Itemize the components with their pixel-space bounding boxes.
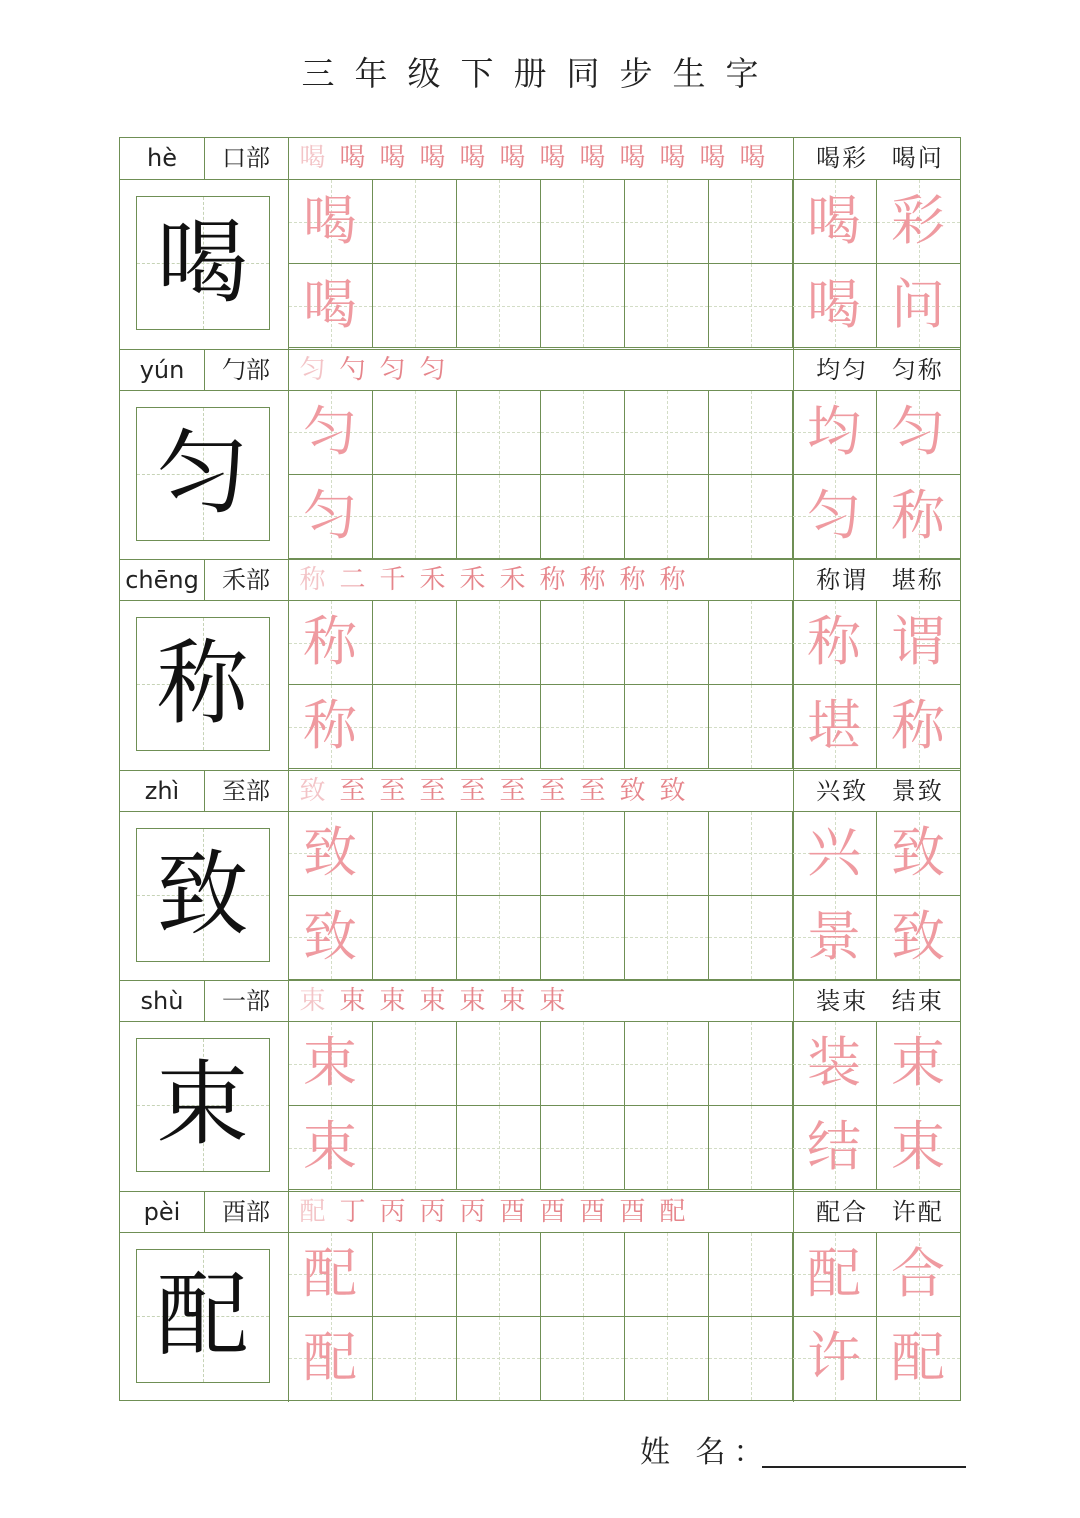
row-body: [120, 1233, 960, 1402]
stroke-step: 匀: [299, 354, 329, 385]
practice-cell[interactable]: [457, 1317, 541, 1401]
word-trace-char: 束: [891, 1115, 945, 1178]
row-body: [120, 180, 960, 349]
trace-char: 致: [303, 904, 357, 968]
model-char-box: [136, 617, 270, 751]
word-cell[interactable]: [793, 180, 877, 264]
stroke-step: 束: [539, 986, 569, 1016]
stroke-step: 束: [419, 986, 449, 1016]
practice-cell[interactable]: [457, 1106, 541, 1190]
practice-cell[interactable]: [289, 1106, 373, 1190]
word-cell[interactable]: [793, 685, 877, 769]
practice-cell[interactable]: [541, 1233, 625, 1317]
practice-cell[interactable]: [289, 1233, 373, 1317]
word-trace-char: 堪: [807, 694, 861, 757]
example-words: 喝彩 喝问: [816, 144, 944, 172]
practice-cell[interactable]: [709, 601, 793, 685]
name-label: 姓 名：: [640, 1435, 772, 1470]
stroke-step: 束: [499, 986, 529, 1016]
stroke-step: 喝: [339, 143, 369, 173]
practice-cell[interactable]: [373, 1106, 457, 1190]
stroke-step: 丙: [379, 1196, 409, 1227]
practice-cell[interactable]: [541, 264, 625, 348]
practice-cell[interactable]: [457, 1022, 541, 1106]
word-trace-char: 问: [891, 273, 945, 336]
word-trace-char: 喝: [807, 273, 861, 336]
practice-cell[interactable]: [457, 391, 541, 475]
word-trace-char: 彩: [891, 189, 945, 252]
word-trace-char: 景: [807, 904, 861, 968]
word-cell[interactable]: [793, 896, 877, 980]
practice-cell[interactable]: [709, 391, 793, 475]
row-header: [120, 559, 960, 601]
model-char-box: [136, 196, 270, 330]
practice-cell[interactable]: [289, 391, 373, 475]
stroke-order: [296, 352, 792, 390]
stroke-step: 至: [339, 775, 369, 806]
stroke-step: 丁: [339, 1196, 369, 1227]
example-words: 配合 许配: [816, 1197, 944, 1226]
practice-cell[interactable]: [289, 601, 373, 685]
pinyin-label: zhì: [144, 776, 180, 805]
pinyin-label: hè: [147, 144, 177, 172]
stroke-step: 至: [419, 775, 449, 806]
practice-cell[interactable]: [541, 391, 625, 475]
trace-char: 匀: [303, 399, 357, 463]
word-cell[interactable]: [793, 391, 877, 475]
practice-cell[interactable]: [373, 896, 457, 980]
practice-cell[interactable]: [625, 812, 709, 896]
practice-cell[interactable]: [709, 1317, 793, 1401]
stroke-step: 至: [499, 775, 529, 806]
radical-label: 至部: [222, 776, 270, 805]
practice-cell[interactable]: [625, 1106, 709, 1190]
example-words: 装束 结束: [816, 987, 944, 1015]
stroke-step: 称: [579, 565, 609, 595]
stroke-step: 丙: [459, 1196, 489, 1227]
word-trace-char: 称: [891, 483, 945, 547]
word-cell[interactable]: [793, 1022, 877, 1106]
word-cell[interactable]: [877, 1022, 961, 1106]
pinyin-label: pèi: [143, 1197, 181, 1226]
word-trace-char: 致: [891, 820, 945, 884]
stroke-step: 束: [339, 986, 369, 1016]
practice-cell[interactable]: [541, 475, 625, 559]
stroke-step: 称: [299, 565, 329, 595]
stroke-step: 配: [659, 1196, 689, 1227]
example-words: 均匀 匀称: [816, 355, 944, 384]
char-row: [120, 349, 960, 560]
example-words: 称谓 堪称: [816, 566, 944, 594]
stroke-step: 至: [379, 775, 409, 806]
word-trace-char: 匀: [807, 483, 861, 547]
pinyin-label: chēng: [125, 566, 199, 594]
practice-cell[interactable]: [709, 896, 793, 980]
word-trace-char: 配: [891, 1325, 945, 1389]
word-trace-char: 均: [807, 399, 861, 463]
stroke-step: 喝: [499, 143, 529, 173]
radical-label: 勹部: [222, 355, 270, 384]
stroke-step: 致: [659, 775, 689, 806]
practice-cell[interactable]: [457, 896, 541, 980]
stroke-step: 禾: [499, 565, 529, 595]
stroke-order: [296, 983, 792, 1021]
practice-cell[interactable]: [289, 812, 373, 896]
stroke-step: 二: [339, 565, 369, 595]
stroke-step: 喝: [379, 143, 409, 173]
practice-cell[interactable]: [541, 896, 625, 980]
char-row: [120, 980, 960, 1191]
row-body: [120, 601, 960, 770]
practice-cell[interactable]: [541, 1106, 625, 1190]
stroke-step: 喝: [579, 143, 609, 173]
word-cell[interactable]: [793, 264, 877, 348]
word-cell[interactable]: [877, 812, 961, 896]
word-trace-char: 合: [891, 1241, 945, 1305]
stroke-step: 至: [459, 775, 489, 806]
practice-cell[interactable]: [709, 1022, 793, 1106]
practice-cell[interactable]: [541, 601, 625, 685]
stroke-step: 酉: [619, 1196, 649, 1227]
word-cell[interactable]: [877, 1233, 961, 1317]
trace-char: 喝: [303, 189, 357, 252]
practice-cell[interactable]: [373, 1022, 457, 1106]
stroke-step: 喝: [299, 143, 329, 173]
stroke-step: 称: [619, 565, 649, 595]
practice-cell[interactable]: [457, 812, 541, 896]
word-trace-char: 兴: [807, 820, 861, 884]
char-row: [120, 770, 960, 981]
stroke-step: 千: [379, 565, 409, 595]
practice-cell[interactable]: [541, 1022, 625, 1106]
trace-char: 喝: [303, 273, 357, 336]
row-header: [120, 770, 960, 812]
practice-cell[interactable]: [373, 475, 457, 559]
practice-cell[interactable]: [373, 1233, 457, 1317]
model-char-box: [136, 407, 270, 541]
name-blank-line[interactable]: [762, 1466, 966, 1468]
practice-cell[interactable]: [625, 896, 709, 980]
practice-cell[interactable]: [541, 1317, 625, 1401]
practice-cell[interactable]: [289, 264, 373, 348]
radical-label: 一部: [222, 987, 270, 1015]
word-trace-char: 结: [807, 1115, 861, 1178]
practice-cell[interactable]: [289, 896, 373, 980]
trace-char: 匀: [303, 483, 357, 547]
practice-cell[interactable]: [289, 685, 373, 769]
stroke-step: 匀: [379, 354, 409, 385]
example-words: 兴致 景致: [816, 776, 944, 805]
practice-cell[interactable]: [457, 1233, 541, 1317]
model-char-box: [136, 828, 270, 962]
stroke-step: 喝: [419, 143, 449, 173]
word-trace-char: 装: [807, 1031, 861, 1094]
trace-char: 配: [303, 1325, 357, 1389]
row-body: [120, 391, 960, 560]
practice-cell[interactable]: [373, 391, 457, 475]
stroke-step: 喝: [739, 143, 769, 173]
stroke-step: 致: [619, 775, 649, 806]
stroke-step: 喝: [459, 143, 489, 173]
model-char: 称: [156, 630, 249, 737]
trace-char: 束: [303, 1115, 357, 1178]
stroke-order: [296, 562, 792, 600]
practice-cell[interactable]: [373, 1317, 457, 1401]
word-cell[interactable]: [877, 264, 961, 348]
stroke-order: [296, 773, 792, 811]
word-trace-char: 称: [807, 610, 861, 673]
practice-cell[interactable]: [709, 1233, 793, 1317]
word-trace-char: 匀: [891, 399, 945, 463]
row-header: [120, 138, 960, 180]
practice-cell[interactable]: [541, 685, 625, 769]
word-trace-char: 称: [891, 694, 945, 757]
word-cell[interactable]: [877, 475, 961, 559]
word-cell[interactable]: [793, 1106, 877, 1190]
practice-cell[interactable]: [373, 685, 457, 769]
trace-char: 称: [303, 610, 357, 673]
word-cell[interactable]: [877, 180, 961, 264]
practice-cell[interactable]: [625, 180, 709, 264]
practice-cell[interactable]: [709, 264, 793, 348]
word-cell[interactable]: [793, 812, 877, 896]
char-row: [120, 138, 960, 349]
stroke-step: 喝: [619, 143, 649, 173]
stroke-order: [296, 140, 792, 178]
practice-cell[interactable]: [709, 180, 793, 264]
model-char: 匀: [156, 419, 249, 527]
practice-cell[interactable]: [457, 264, 541, 348]
practice-cell[interactable]: [373, 812, 457, 896]
practice-cell[interactable]: [373, 601, 457, 685]
trace-char: 称: [303, 694, 357, 757]
model-char-box: [136, 1249, 270, 1383]
stroke-step: 称: [659, 565, 689, 595]
practice-cell[interactable]: [625, 601, 709, 685]
practice-cell[interactable]: [541, 812, 625, 896]
stroke-step: 束: [379, 986, 409, 1016]
word-cell[interactable]: [877, 1106, 961, 1190]
stroke-step: 酉: [539, 1196, 569, 1227]
word-cell[interactable]: [877, 601, 961, 685]
stroke-step: 束: [299, 986, 329, 1016]
model-char: 喝: [156, 209, 249, 316]
model-char: 配: [156, 1261, 249, 1369]
pinyin-label: shù: [140, 987, 184, 1015]
practice-cell[interactable]: [457, 475, 541, 559]
practice-sheet: [119, 137, 961, 1401]
practice-cell[interactable]: [625, 1233, 709, 1317]
word-trace-char: 喝: [807, 189, 861, 252]
stroke-step: 喝: [659, 143, 689, 173]
row-body: [120, 812, 960, 981]
row-header: [120, 349, 960, 391]
word-cell[interactable]: [877, 1317, 961, 1401]
stroke-step: 致: [299, 775, 329, 806]
practice-cell[interactable]: [709, 475, 793, 559]
row-header: [120, 1191, 960, 1233]
radical-label: 酉部: [222, 1197, 270, 1226]
practice-cell[interactable]: [625, 1022, 709, 1106]
practice-cell[interactable]: [541, 180, 625, 264]
word-trace-char: 许: [807, 1325, 861, 1389]
stroke-step: 匀: [419, 354, 449, 385]
word-cell[interactable]: [877, 391, 961, 475]
stroke-step: 至: [579, 775, 609, 806]
practice-cell[interactable]: [373, 264, 457, 348]
practice-cell[interactable]: [625, 685, 709, 769]
word-cell[interactable]: [793, 1317, 877, 1401]
stroke-step: 酉: [499, 1196, 529, 1227]
trace-char: 束: [303, 1031, 357, 1094]
stroke-step: 酉: [579, 1196, 609, 1227]
stroke-step: 喝: [699, 143, 729, 173]
stroke-step: 禾: [419, 565, 449, 595]
page-title: 三年级下册同步生字: [301, 54, 779, 93]
stroke-step: 喝: [539, 143, 569, 173]
word-cell[interactable]: [793, 1233, 877, 1317]
word-trace-char: 束: [891, 1031, 945, 1094]
stroke-step: 称: [539, 565, 569, 595]
stroke-step: 束: [459, 986, 489, 1016]
word-cell[interactable]: [793, 601, 877, 685]
practice-cell[interactable]: [709, 812, 793, 896]
model-char: 致: [156, 840, 249, 948]
radical-label: 禾部: [222, 566, 270, 594]
word-cell[interactable]: [793, 475, 877, 559]
practice-cell[interactable]: [289, 475, 373, 559]
char-row: [120, 559, 960, 770]
practice-cell[interactable]: [625, 264, 709, 348]
stroke-step: 勺: [339, 354, 369, 385]
word-trace-char: 配: [807, 1241, 861, 1305]
word-trace-char: 致: [891, 904, 945, 968]
char-row: [120, 1191, 960, 1402]
practice-cell[interactable]: [457, 601, 541, 685]
model-char: 束: [156, 1051, 249, 1158]
practice-cell[interactable]: [625, 475, 709, 559]
practice-cell[interactable]: [709, 1106, 793, 1190]
practice-cell[interactable]: [457, 180, 541, 264]
row-header: [120, 980, 960, 1022]
trace-char: 配: [303, 1241, 357, 1305]
practice-cell[interactable]: [289, 1317, 373, 1401]
trace-char: 致: [303, 820, 357, 884]
practice-cell[interactable]: [289, 1022, 373, 1106]
practice-cell[interactable]: [289, 180, 373, 264]
radical-label: 口部: [222, 144, 270, 172]
practice-cell[interactable]: [457, 685, 541, 769]
stroke-step: 禾: [459, 565, 489, 595]
practice-cell[interactable]: [625, 391, 709, 475]
word-cell[interactable]: [877, 685, 961, 769]
stroke-step: 至: [539, 775, 569, 806]
row-body: [120, 1022, 960, 1191]
pinyin-label: yún: [139, 355, 185, 384]
practice-cell[interactable]: [373, 180, 457, 264]
stroke-step: 配: [299, 1196, 329, 1227]
word-trace-char: 谓: [891, 610, 945, 673]
stroke-step: 丙: [419, 1196, 449, 1227]
stroke-order: [296, 1194, 792, 1232]
practice-cell[interactable]: [709, 685, 793, 769]
word-cell[interactable]: [877, 896, 961, 980]
practice-cell[interactable]: [625, 1317, 709, 1401]
model-char-box: [136, 1038, 270, 1172]
